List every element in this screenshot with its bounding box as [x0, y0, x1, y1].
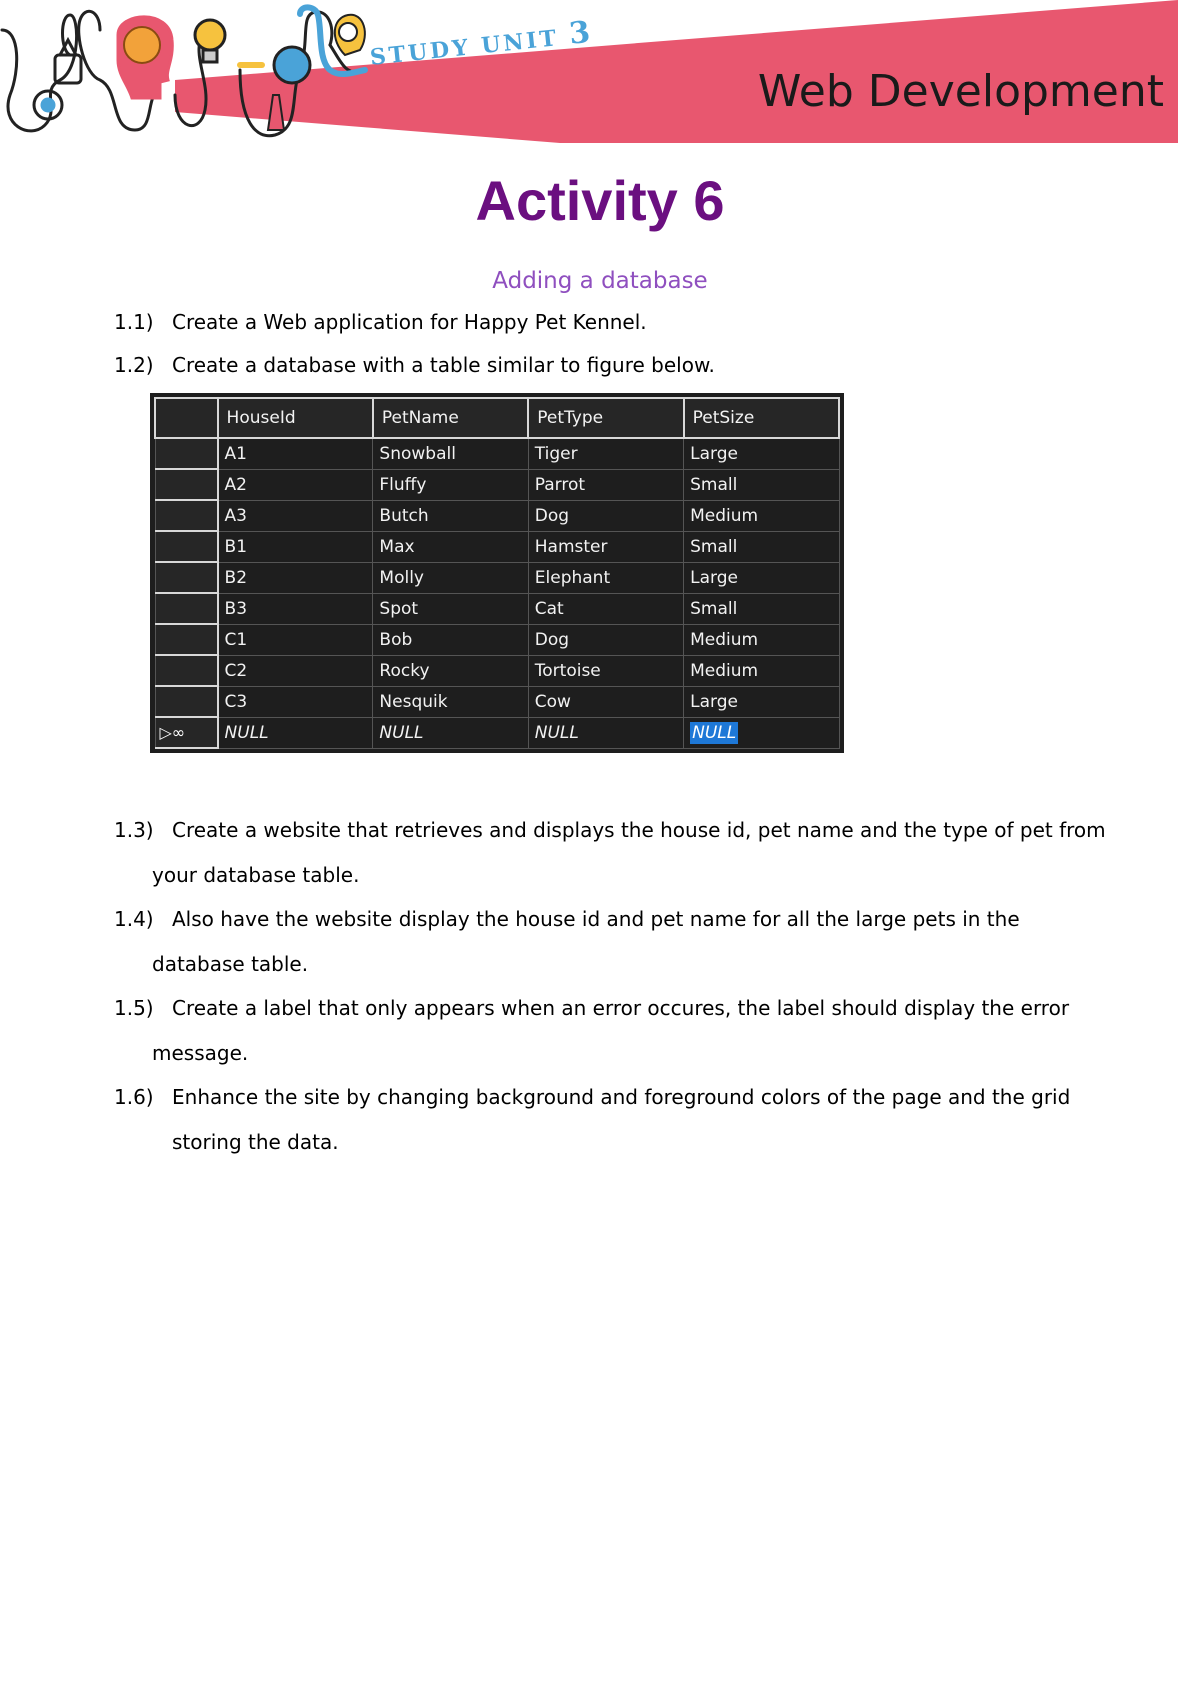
- table-cell[interactable]: Hamster: [528, 531, 683, 562]
- database-table-figure: [150, 393, 844, 753]
- task-item: [114, 1075, 1114, 1165]
- table-cell-null[interactable]: [684, 717, 839, 748]
- row-selector[interactable]: [155, 562, 218, 593]
- task-text-continued: database table.: [152, 952, 309, 976]
- activity-title: Activity 6: [475, 169, 725, 232]
- table-row[interactable]: [155, 438, 839, 469]
- task-item: [114, 808, 1114, 898]
- table-row[interactable]: [155, 469, 839, 500]
- table-cell[interactable]: Butch: [373, 500, 528, 531]
- table-cell[interactable]: C2: [218, 655, 373, 686]
- row-selector-header[interactable]: [155, 398, 218, 438]
- table-cell[interactable]: Large: [684, 686, 839, 717]
- column-header-petname[interactable]: PetName: [373, 398, 528, 438]
- table-cell[interactable]: Dog: [528, 500, 683, 531]
- table-cell[interactable]: Medium: [684, 655, 839, 686]
- task-text-continued: storing the data.: [172, 1130, 339, 1154]
- row-selector[interactable]: [155, 469, 218, 500]
- table-cell[interactable]: B3: [218, 593, 373, 624]
- table-row[interactable]: [155, 655, 839, 686]
- course-title: Web Development: [757, 66, 1164, 117]
- pets-table: [154, 397, 840, 749]
- table-new-row[interactable]: [155, 717, 839, 748]
- table-cell[interactable]: C1: [218, 624, 373, 655]
- table-cell[interactable]: Cow: [528, 686, 683, 717]
- table-cell[interactable]: B2: [218, 562, 373, 593]
- task-item: [114, 986, 1114, 1076]
- table-cell-null[interactable]: NULL: [218, 717, 373, 748]
- selected-cell-text: NULL: [692, 722, 737, 743]
- table-row[interactable]: [155, 562, 839, 593]
- table-cell[interactable]: Nesquik: [373, 686, 528, 717]
- task-text-continued: message.: [152, 1041, 249, 1065]
- row-selector[interactable]: [155, 531, 218, 562]
- column-header-petsize[interactable]: PetSize: [684, 398, 839, 438]
- table-cell[interactable]: Tiger: [528, 438, 683, 469]
- table-cell-null[interactable]: NULL: [373, 717, 528, 748]
- study-unit-number: 3: [567, 14, 595, 52]
- table-header-row: [155, 398, 839, 438]
- task-number: 1.2): [114, 353, 154, 377]
- row-selector[interactable]: [155, 593, 218, 624]
- row-selector[interactable]: [155, 438, 218, 469]
- table-cell[interactable]: Small: [684, 531, 839, 562]
- table-cell[interactable]: A2: [218, 469, 373, 500]
- task-item: [114, 897, 1114, 987]
- table-row[interactable]: [155, 593, 839, 624]
- task-text: Create a website that retrieves and displays the house id, pet name and the type of pet from: [172, 818, 1106, 842]
- task-item: [114, 300, 1114, 345]
- row-selector[interactable]: [155, 686, 218, 717]
- table-cell[interactable]: Snowball: [373, 438, 528, 469]
- task-number: 1.4): [114, 907, 154, 931]
- table-cell[interactable]: Molly: [373, 562, 528, 593]
- table-row[interactable]: [155, 686, 839, 717]
- study-unit-text: STUDY UNIT: [368, 25, 561, 71]
- table-body: [155, 438, 839, 748]
- task-text: Also have the website display the house id and pet name for all the large pets in the: [172, 907, 1020, 931]
- table-cell[interactable]: Large: [684, 562, 839, 593]
- task-text-continued: your database table.: [152, 863, 360, 887]
- table-cell[interactable]: Small: [684, 469, 839, 500]
- table-cell[interactable]: Max: [373, 531, 528, 562]
- table-cell[interactable]: Cat: [528, 593, 683, 624]
- task-number: 1.3): [114, 818, 154, 842]
- table-cell[interactable]: Parrot: [528, 469, 683, 500]
- row-selector[interactable]: [155, 624, 218, 655]
- activity-subtitle: Adding a database: [492, 268, 708, 294]
- column-header-houseid[interactable]: HouseId: [218, 398, 373, 438]
- new-row-pencil-icon: ▷∞: [159, 722, 186, 742]
- table-cell[interactable]: Bob: [373, 624, 528, 655]
- table-cell[interactable]: Medium: [684, 624, 839, 655]
- table-row[interactable]: [155, 531, 839, 562]
- row-selector[interactable]: [155, 655, 218, 686]
- table-cell[interactable]: Rocky: [373, 655, 528, 686]
- table-cell[interactable]: Large: [684, 438, 839, 469]
- row-selector[interactable]: [155, 717, 218, 748]
- table-cell[interactable]: A3: [218, 500, 373, 531]
- task-text: Create a database with a table similar to figure below.: [172, 353, 715, 377]
- task-item: [114, 343, 1114, 388]
- table-cell[interactable]: Spot: [373, 593, 528, 624]
- task-number: 1.5): [114, 996, 154, 1020]
- table-cell[interactable]: Elephant: [528, 562, 683, 593]
- table-cell[interactable]: B1: [218, 531, 373, 562]
- table-cell-null[interactable]: NULL: [528, 717, 683, 748]
- row-selector[interactable]: [155, 500, 218, 531]
- table-row[interactable]: [155, 500, 839, 531]
- task-text: Create a label that only appears when an error occures, the label should display the error: [172, 996, 1070, 1020]
- task-number: 1.6): [114, 1085, 154, 1109]
- table-cell[interactable]: Dog: [528, 624, 683, 655]
- table-cell[interactable]: Medium: [684, 500, 839, 531]
- column-header-pettype[interactable]: PetType: [528, 398, 683, 438]
- table-cell[interactable]: Tortoise: [528, 655, 683, 686]
- table-cell[interactable]: A1: [218, 438, 373, 469]
- table-cell[interactable]: C3: [218, 686, 373, 717]
- task-text: Create a Web application for Happy Pet Kennel.: [172, 310, 647, 334]
- table-cell[interactable]: Fluffy: [373, 469, 528, 500]
- table-row[interactable]: [155, 624, 839, 655]
- task-text: Enhance the site by changing background and foreground colors of the page and the grid: [172, 1085, 1071, 1109]
- table-cell[interactable]: Small: [684, 593, 839, 624]
- task-number: 1.1): [114, 310, 154, 334]
- page-header: [0, 0, 1200, 150]
